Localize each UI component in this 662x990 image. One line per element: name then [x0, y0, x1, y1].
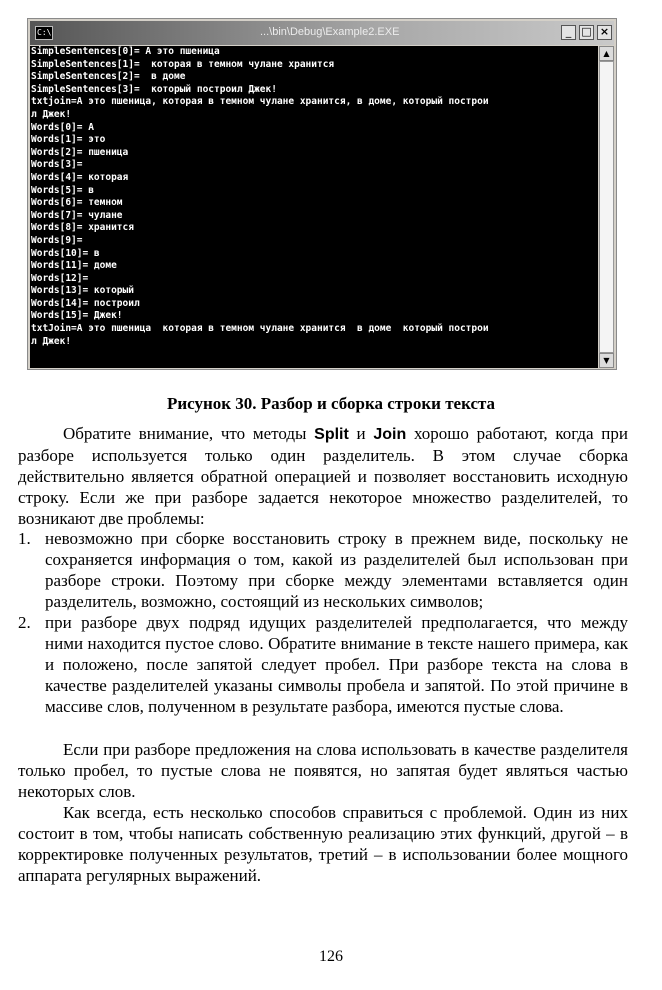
console-titlebar[interactable]	[30, 21, 614, 45]
paragraph-text: Обратите внимание, что методы	[63, 424, 315, 443]
console-line: Words[15]= Джек!	[31, 310, 123, 322]
console-line: Words[1]= это	[31, 134, 106, 146]
console-output	[30, 46, 598, 368]
console-app-icon: C:\	[35, 26, 53, 40]
close-button[interactable]: ×	[597, 25, 612, 40]
list-number: 1.	[18, 529, 31, 548]
paragraph-text: хорошо работают, когда при разборе используется только один разделитель. В этом случае сборка действительно является обратной операцией и позволяет восстановить исходную строку. Если же при разборе задается некоторое множество разделителей, то возникают две проблемы:	[18, 424, 628, 528]
console-line: Words[5]= в	[31, 184, 94, 196]
console-line: Words[8]= хранится	[31, 222, 134, 234]
figure-caption: Рисунок 30. Разбор и сборка строки текста	[166, 394, 496, 413]
console-line: SimpleSentences[2]= в доме	[31, 71, 186, 83]
console-line: Words[14]= построил	[31, 297, 140, 309]
console-line: Words[13]= который	[31, 285, 134, 297]
page-number: 126	[319, 948, 343, 965]
console-scrollbar[interactable]	[599, 46, 614, 368]
scroll-thumb[interactable]	[599, 61, 614, 353]
console-line: SimpleSentences[1]= которая в темном чулане хранится	[31, 58, 335, 70]
minimize-button[interactable]: _	[561, 25, 576, 40]
console-line: Words[4]= которая	[31, 171, 129, 183]
console-line: Words[0]= А	[31, 121, 94, 133]
list-item-text: невозможно при сборке восстановить строку в прежнем виде, поскольку не сохраняется информация о том, какой из разделителей был использован при разборе строки. Поэтому при сборке между элементами вставляется один разделитель, возможно, состоящий из нескольких символов;	[45, 529, 628, 611]
console-line: Words[9]=	[31, 234, 83, 246]
paragraph-text: и	[348, 424, 374, 443]
list-item	[18, 528, 628, 612]
console-line: txtjoin=А это пшеница, которая в темном чулане хранится, в доме, который построи	[31, 96, 489, 108]
scroll-up-icon[interactable]: ▲	[599, 46, 614, 61]
list-number: 2.	[18, 613, 31, 632]
console-line: Words[10]= в	[31, 247, 100, 259]
split-method-name: Split	[314, 426, 349, 443]
console-line: Words[2]= пшеница	[31, 146, 129, 158]
paragraph-solutions: Как всегда, есть несколько способов справиться с проблемой. Один из них состоит в том, чтобы написать собственную реализацию этих функций, другой – в корректировке полученных результатов, третий – в использовании более мощного аппарата регулярных выражений.	[18, 803, 628, 885]
console-line: л Джек!	[31, 335, 72, 347]
console-line: SimpleSentences[0]= А это пшеница	[31, 46, 220, 57]
paragraph-methods	[18, 423, 628, 529]
list-item	[18, 612, 628, 717]
console-title: ...\bin\Debug\Example2.EXE	[260, 26, 400, 38]
scroll-down-icon[interactable]: ▼	[599, 353, 614, 368]
console-line: txtJoin=А это пшеница которая в темном чулане хранится в доме который построи	[31, 323, 489, 335]
console-line: л Джек!	[31, 108, 72, 120]
problems-list	[18, 528, 628, 717]
console-line: SimpleSentences[3]= который построил Джек!	[31, 83, 277, 95]
console-line: Words[7]= чулане	[31, 209, 123, 221]
console-line: Words[3]=	[31, 159, 83, 171]
list-item-text: при разборе двух подряд идущих разделителей предполагается, что между ними находится пустое слово. Обратите внимание в тексте нашего примера, как и положено, после запятой следует пробел. При разборе текста на слова в качестве разделителей указаны символы пробела и запятой. По этой причине в массиве слов, полученном в результате разбора, имеются пустые слова.	[45, 613, 628, 716]
maximize-button[interactable]: □	[579, 25, 594, 40]
console-line: Words[6]= темном	[31, 197, 123, 209]
console-window	[27, 18, 617, 370]
console-line: Words[12]=	[31, 272, 89, 284]
paragraph-space-separator: Если при разборе предложения на слова использовать в качестве разделителя только пробел, то пустые слова не появятся, но запятая будет являться частью некоторых слов.	[18, 740, 628, 801]
console-line: Words[11]= доме	[31, 260, 117, 272]
join-method-name: Join	[373, 426, 407, 443]
